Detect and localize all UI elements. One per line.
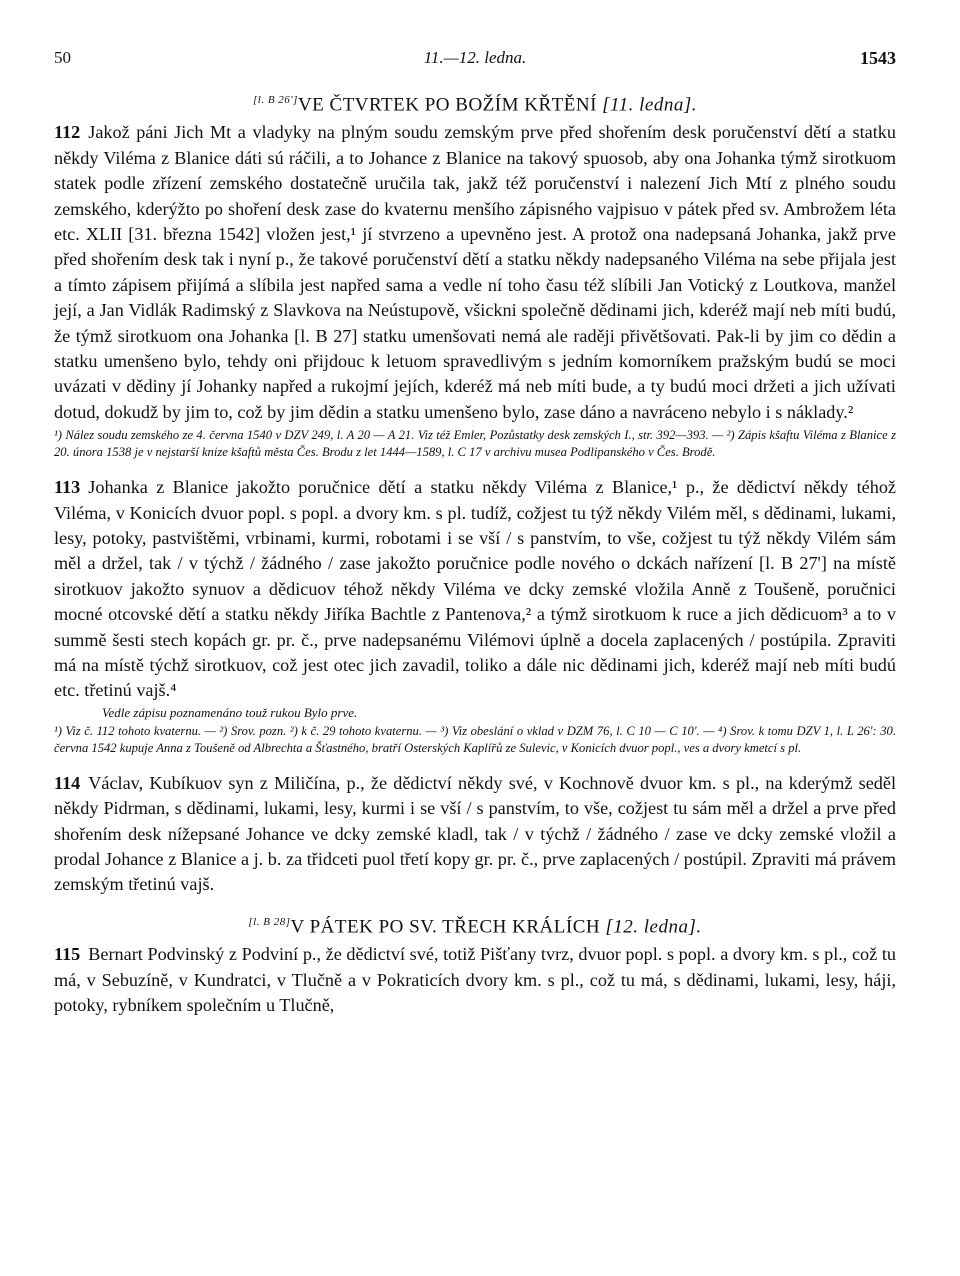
running-header [54,48,896,76]
section-heading [54,916,896,938]
page-number-left: 50 [54,48,71,67]
entry-number: 114 [54,772,81,793]
section-date: [12. ledna]. [605,916,702,938]
entry-paragraph [54,771,896,898]
section-title: VE ČTVRTEK PO BOŽÍM KŘTĚNÍ [297,94,597,116]
entry-paragraph [54,120,896,425]
folio-ref: [l. B 28] [248,915,291,928]
section-date: [11. ledna]. [602,94,697,116]
section-title: V PÁTEK PO SV. TŘECH KRÁLÍCH [290,916,601,938]
entry-number: 115 [54,944,81,965]
document-page [54,48,896,1018]
entry-text: Jakož páni Jich Mt a vladyky na plným soudu zemským prve před shořením desk poručenství dětí a statku někdy Viléma z Blanice dáti sú ráčili, a to Johance z Blanice na takový spuosob, aby ona Johanka týmž sirotkuom statek podle zřízení zemského dostatečně uručila tak, jakž též poručenství i nalezení Jich Mtí z plného soudu zemského, kderýžto po shoření desk zase do kvaternu menšího zápisného vajpisuo v pátek před sv. Ambrožem léta etc. XLII [31. března 1542] vložen jest,¹ jí stvrzeno a upevněno jest. A protož ona nadepsaná Johanka, jakž prve před shořením desk tak i nyní p., že takové poručenství dětí a statku někdy nadepsaného Viléma na sebe přijala jest a tímto zápisem přijímá a slíbila jest napřed sama a vedle ní toho času též slíbili Jan Votický z Loutkova, manžel její, a Jan Vidlák Radimský z Slavkova na Neústupově, všickni společně dědinami jich, kderéž mají neb míti budú, že týmž sirotkuom ona Johanka [l. B 27] statku umenšovati nemá ale raději přivětšovati. Pak-li by jim co dědin a statku umenšeno bylo, tehdy oni přijdouc k letuom spravedlivým s jedním komorníkem pražským budú se moci uvázati v dědiny jí Johanky napřed a rukojmí jejích, kderéž má neb míti bude, a ty budú moci držeti a jich užívati dotud, dokudž by jim to, což by jim dědin a statku umenšeno bylo, zase dáno a navráceno nebylo i s náklady.² [54,122,896,422]
footnotes: ¹) Viz č. 112 tohoto kvaternu. — ²) Srov. pozn. ²) k č. 29 tohoto kvaternu. — ³) Viz obeslání o vklad v DZM 76, l. C 10 — C 10'. — ⁴) Srov. k tomu DZV 1, l. L 26': 30. června 1542 kupuje Anna z Toušeně od Albrechta a Šťastného, bratří Osterských Kaplířů ze Sulevic, v Konicích dvuor popl., ves a dvory kmetcí s pl. [54,723,896,755]
running-title: 11.—12. ledna. [423,48,527,67]
entry-text: Václav, Kubíkuov syn z Miličína, p., že dědictví někdy své, v Kochnově dvuor km. s pl., na kderýmž seděl někdy Pidrman, s dědinami, lukami, lesy, kurmi i se vší / s panstvím, to vše, cožjest tu sám měl a držel a prve před shořením desk nížepsané Johance ve dcky zemské kladl, tak / v týchž / žádného / zase ve dcky zemské vložil a prodal Johance z Blanice a j. b. za třidceti puol třetí kopy gr. pr. č., prve zaplacených / postúpil. Zpraviti má právem zemským třetinú vajš. [54,772,896,895]
entry-number: 112 [54,122,81,143]
page-number-right: 1543 [860,48,896,68]
entry-paragraph [54,942,896,1018]
folio-ref: [l. B 26'] [252,94,298,106]
entry-text: Johanka z Blanice jakožto poručnice dětí a statku někdy Viléma z Blanice,¹ p., že dědictví někdy téhož Viléma, v Konicích dvuor popl. s popl. a dvory km. s pl. tudíž, cožjest tu týž někdy Vilém měl, s dědinami, lukami, lesy, potoky, pastvištěmi, vrbinami, kurmi, robotami i se vší / s panstvím, to vše, cožjest tu týž někdy Vilém sám měl a držel, tak / v týchž / žádného / zase jakožto poručnice podle nového o dckách nařízení [l. B 27'] na místě sirotkuov jakožto synuov a dědicuov téhož někdy Viléma ve dcky zemské vložila Anně z Toušeně, poručnici mocné otcovské dětí a statku někdy Jiříka Bachtle z Pantenova,² a týmž sirotkuom k ruce a jich dědicuom³ a to v summě šesti stech kopách gr. pr. č., prve nadepsanému Vilémovi úplně a docela zaplacených / postúpila. Zpraviti má na místě týchž sirotkuov, což jest otec jich zavadil, toliko a dále nic dědinami jich, kderéž mají neb míti budú etc. třetinú vajš.⁴ [54,477,896,701]
footnotes: ¹) Nález soudu zemského ze 4. června 1540 v DZV 249, l. A 20 — A 21. Viz též Emler, Pozůstatky desk zemských I., str. 392—393. — ²) Zápis kšaftu Viléma z Blanice z 20. února 1538 je v nejstarší knize kšaftů města Čes. Brodu z let 1444—1589, l. C 17 v archivu musea Podlipanského v Čes. Brodě. [54,428,896,460]
entry-text: Bernart Podvinský z Podviní p., že dědictví své, totiž Pišťany tvrz, dvuor popl. s popl. a dvory km. s pl., což tu má, v Sebuzíně, v Kundratci, v Tlučně a v Pokraticích dvory km. s pl., což tu má, s dědinami, lukami, lesy, háji, potoky, rybníkem společním u Tlučně, [54,944,896,1016]
entry-paragraph [54,475,896,704]
section-heading [54,94,896,116]
marginal-note: Vedle zápisu poznamenáno touž rukou Bylo prve. [102,704,358,720]
entry-number: 113 [54,477,81,498]
